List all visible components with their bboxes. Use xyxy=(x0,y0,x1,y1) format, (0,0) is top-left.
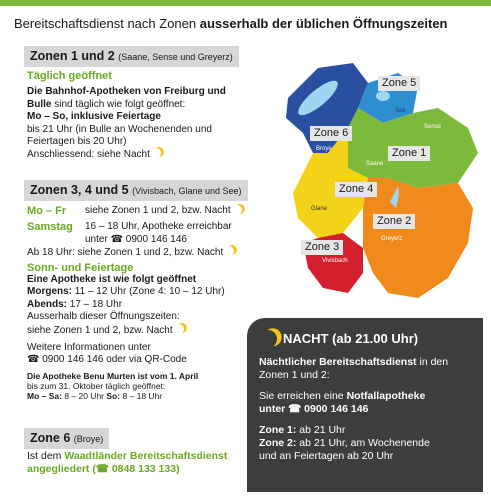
murten-so-value: 8 – 18 Uhr xyxy=(120,390,163,401)
zone2-label: Zone 2 xyxy=(373,214,415,229)
mofr-value: siehe Zonen 1 und 2, bzw. Nacht xyxy=(85,205,231,216)
zone12-line2: sind täglich wie folgt geöffnet: xyxy=(51,98,186,110)
night-panel xyxy=(247,318,483,492)
zone345-heading: Zonen 3, 4 und 5 (Vivisbach, Glane und See) xyxy=(24,180,248,201)
district-broye: Broye xyxy=(316,146,332,152)
zone12-line1: Die Bahnhof-Apotheken von Freiburg und xyxy=(27,86,226,98)
saturday-value: 16 – 18 Uhr, Apotheke erreichbar xyxy=(85,221,232,233)
zone2-night-label: Zone 2: xyxy=(259,436,297,449)
district-vivisbach: Vivisbach xyxy=(322,258,348,264)
night-phone: unter ☎ 0900 146 146 xyxy=(259,402,369,415)
evening-value: 17 – 18 Uhr xyxy=(67,298,123,310)
district-sense: Sense xyxy=(424,124,442,130)
page-title: Bereitschaftsdienst nach Zonen ausserhalb der üblichen Öffnungszeiten xyxy=(14,16,448,31)
zone12-line6: Anschliessend: siehe Nacht xyxy=(27,149,150,161)
sunday-label: Sonn- und Feiertage xyxy=(27,261,134,274)
moon-icon xyxy=(149,147,162,160)
zone12-heading: Zonen 1 und 2 (Saane, Sense und Greyerz) xyxy=(24,46,239,67)
top-accent-bar xyxy=(0,0,491,6)
zone1-label: Zone 1 xyxy=(388,146,430,161)
zone345-block xyxy=(27,205,272,401)
mofr-label: Mo – Fr xyxy=(27,205,67,217)
zone5-label: Zone 5 xyxy=(378,76,420,91)
night-title: NACHT (ab 21.00 Uhr) xyxy=(283,330,419,346)
zone1-night-value: ab 21 Uhr xyxy=(296,424,346,437)
zone3-label: Zone 3 xyxy=(301,240,343,255)
zone6-heading: Zone 6 (Broye) xyxy=(24,428,109,449)
outside-hours-ref: siehe Zonen 1 und 2, bzw. Nacht xyxy=(27,324,173,336)
night-zones: in den Zonen 1 und 2: xyxy=(259,356,449,381)
more-info-phone: ☎ 0900 146 146 oder via QR-Code xyxy=(27,354,187,366)
murten-mosa-value: 8 – 20 Uhr xyxy=(61,390,107,401)
night-service: Nächtlicher Bereitschaftsdienst xyxy=(259,356,417,368)
zone6-label: Zone 6 xyxy=(310,126,352,141)
canton-map xyxy=(278,58,486,306)
sunday-line1: Eine Apotheke ist wie folgt geöffnet xyxy=(27,274,197,286)
evening-label: Abends: xyxy=(27,298,67,310)
zone12-block xyxy=(27,70,267,162)
district-saane: Saane xyxy=(366,161,384,167)
zone1-night-label: Zone 1: xyxy=(259,424,297,437)
night-para1 xyxy=(259,356,471,381)
vaud-service: Waadtländer Bereitschaftsdienst xyxy=(64,450,228,462)
murten-so-label: So: xyxy=(106,390,121,401)
zone2-night-value: ab 21 Uhr, am Wochenende xyxy=(296,436,430,449)
saturday-label: Samstag xyxy=(27,221,73,234)
affiliated-label: angegliedert xyxy=(27,462,90,475)
more-info: Weitere Informationen unter xyxy=(27,342,151,354)
murten-line1: Die Apotheke Benu Murten ist vom 1. April xyxy=(27,370,199,381)
zone2-area xyxy=(363,178,473,298)
outside-hours: Ausserhalb dieser Öffnungszeiten: xyxy=(27,311,180,323)
moon-icon xyxy=(256,327,279,350)
saturday-phone: unter ☎ 0900 146 146 xyxy=(85,233,187,245)
morning-label: Morgens: xyxy=(27,286,72,298)
night-heading xyxy=(259,330,471,348)
zone6-text: Ist dem xyxy=(27,450,65,462)
saturday-after: Ab 18 Uhr: siehe Zonen 1 und 2, bzw. Nacht xyxy=(27,247,224,259)
vaud-phone: (☎ 0848 133 133) xyxy=(89,462,180,475)
bulle-label: Bulle xyxy=(27,98,52,110)
murten-mosa-label: Mo – Sa: xyxy=(27,390,62,401)
emergency-pharmacy: Notfallapotheke xyxy=(346,390,426,403)
night-para2 xyxy=(259,390,471,415)
zone6-block xyxy=(27,450,257,475)
daily-open-label: Täglich geöffnet xyxy=(27,70,112,82)
district-greyerz: Greyerz xyxy=(381,236,403,242)
zone12-line3: Mo – So, inklusive Feiertage xyxy=(27,111,161,123)
zone12-line5: Feiertagen bis 20 Uhr) xyxy=(27,136,127,148)
moon-icon xyxy=(230,204,243,217)
lake-murten xyxy=(376,91,390,101)
zone4-label: Zone 4 xyxy=(335,182,377,197)
zone12-line4: bis 21 Uhr (in Bulle an Wochenenden und xyxy=(27,123,212,135)
zone2-night-value2: und an Feiertagen ab 20 Uhr xyxy=(259,449,394,462)
moon-icon xyxy=(172,322,185,335)
murten-line2: bis zum 31. Oktober täglich geöffnet: xyxy=(27,380,166,391)
district-glane: Glane xyxy=(311,206,328,212)
night-reach: Sie erreichen eine xyxy=(259,390,347,403)
district-see: See xyxy=(395,108,406,114)
moon-icon xyxy=(223,245,236,258)
night-para3 xyxy=(259,424,471,462)
morning-value: 11 – 12 Uhr (Zone 4: 10 – 12 Uhr) xyxy=(72,286,225,298)
zone-map xyxy=(278,58,486,306)
